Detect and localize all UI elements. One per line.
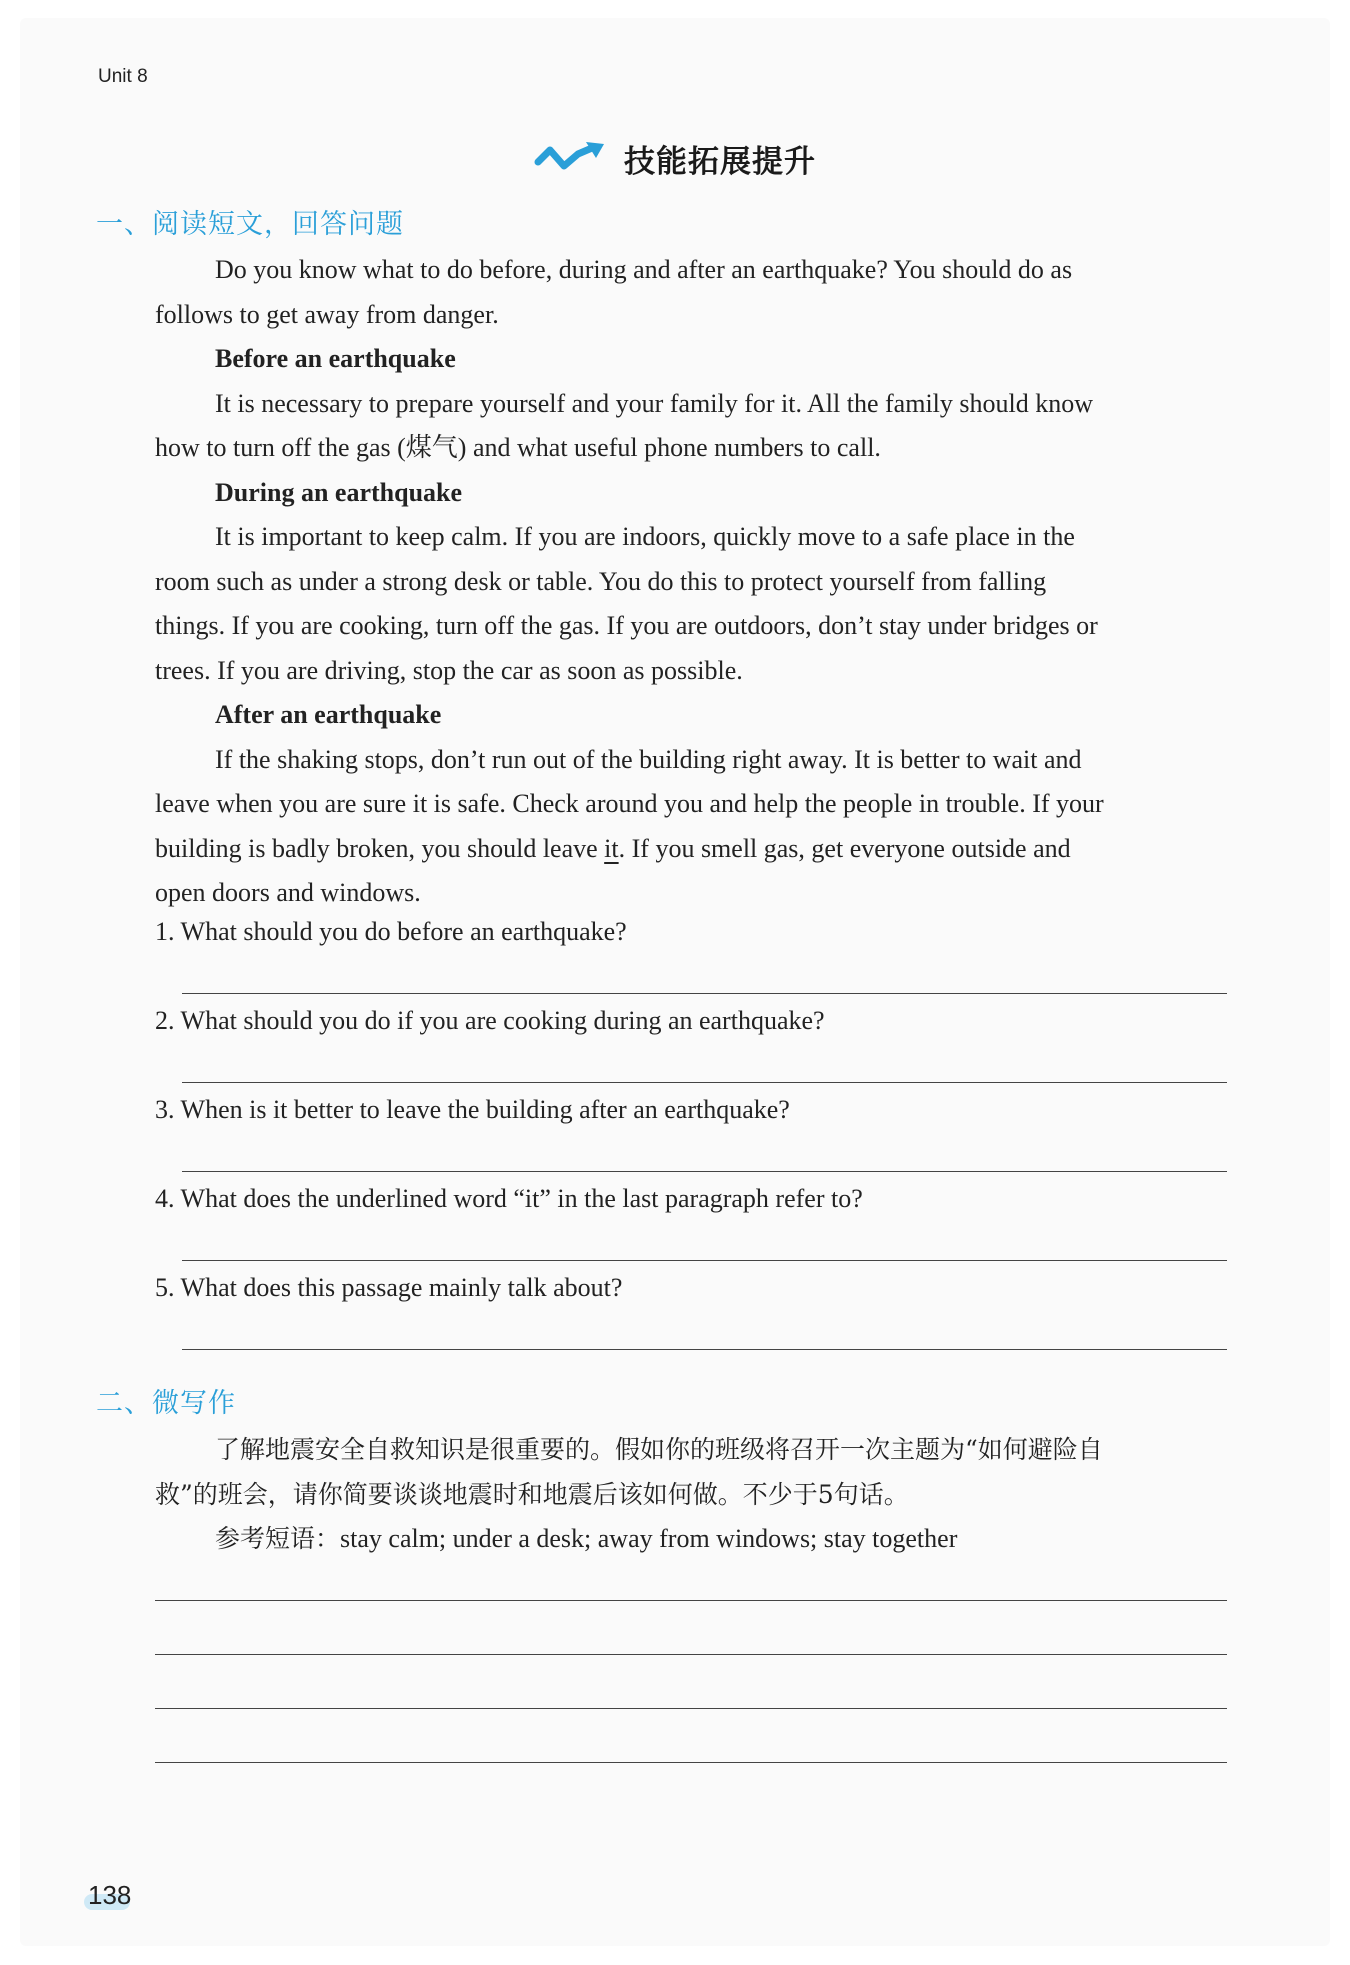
page-title: 技能拓展提升 bbox=[624, 144, 816, 180]
passage-line: room such as under a strong desk or table. You do this to protect yourself from falling bbox=[155, 566, 1047, 596]
underlined-word: it bbox=[604, 833, 619, 863]
passage-line: follows to get away from danger. bbox=[155, 299, 499, 329]
trend-arrow-icon bbox=[534, 142, 606, 176]
passage-line bbox=[155, 827, 1235, 872]
question-4: 4. What does the underlined word “it” in the last paragraph refer to? bbox=[155, 1184, 863, 1213]
subheading-before: Before an earthquake bbox=[215, 344, 456, 373]
passage-line: open doors and windows. bbox=[155, 878, 421, 907]
subheading-during: During an earthquake bbox=[215, 477, 463, 507]
passage-text: . If you smell gas, get everyone outside and bbox=[618, 833, 1071, 863]
subheading-after: After an earthquake bbox=[215, 700, 442, 729]
question-5: 5. What does this passage mainly talk about? bbox=[155, 1273, 623, 1302]
passage-line: trees. If you are driving, stop the car as soon as possible. bbox=[155, 655, 743, 685]
passage-line: how to turn off the gas (煤气) and what useful phone numbers to call. bbox=[155, 433, 881, 462]
answer-line-5[interactable] bbox=[182, 1349, 1227, 1350]
passage-line: leave when you are sure it is safe. Check around you and help the people in trouble. If your bbox=[155, 789, 1104, 818]
writing-line-4[interactable] bbox=[155, 1762, 1227, 1763]
writing-line-2[interactable] bbox=[155, 1654, 1227, 1655]
section-title-bar bbox=[0, 136, 1350, 181]
writing-section-heading: 二、微写作 bbox=[96, 1388, 236, 1419]
passage-line: It is necessary to prepare yourself and your family for it. All the family should know bbox=[215, 388, 1094, 418]
reading-section-heading: 一、阅读短文，回答问题 bbox=[96, 209, 404, 240]
hint-label: 参考短语： bbox=[215, 1524, 341, 1553]
question-3: 3. When is it better to leave the building after an earthquake? bbox=[155, 1095, 790, 1124]
answer-line-2[interactable] bbox=[182, 1082, 1227, 1083]
question-1: 1. What should you do before an earthquake? bbox=[155, 917, 627, 946]
reading-passage bbox=[155, 248, 1235, 916]
question-2: 2. What should you do if you are cooking during an earthquake? bbox=[155, 1006, 825, 1035]
prompt-line: 了解地震安全自救知识是很重要的。假如你的班级将召开一次主题为“如何避险自 bbox=[215, 1435, 1103, 1464]
hint-phrases: stay calm; under a desk; away from windows; stay together bbox=[340, 1524, 958, 1553]
prompt-line: 救”的班会，请你简要谈谈地震时和地震后该如何做。不少于5句话。 bbox=[155, 1479, 909, 1509]
writing-prompt bbox=[155, 1428, 1235, 1562]
passage-line: things. If you are cooking, turn off the gas. If you are outdoors, don’t stay under bridges or bbox=[155, 611, 1098, 640]
passage-line: Do you know what to do before, during and after an earthquake? You should do as bbox=[215, 255, 1073, 284]
passage-line: It is important to keep calm. If you are indoors, quickly move to a safe place in the bbox=[215, 522, 1075, 551]
passage-text: building is badly broken, you should leave bbox=[155, 833, 605, 863]
writing-line-1[interactable] bbox=[155, 1600, 1227, 1601]
writing-line-3[interactable] bbox=[155, 1708, 1227, 1709]
unit-label: Unit 8 bbox=[98, 66, 148, 87]
hint-line bbox=[155, 1517, 1235, 1562]
answer-line-3[interactable] bbox=[182, 1171, 1227, 1172]
page-number: 138 bbox=[88, 1880, 132, 1910]
answer-line-4[interactable] bbox=[182, 1260, 1227, 1261]
answer-line-1[interactable] bbox=[182, 993, 1227, 994]
passage-line: If the shaking stops, don’t run out of the building right away. It is better to wait and bbox=[215, 744, 1082, 774]
